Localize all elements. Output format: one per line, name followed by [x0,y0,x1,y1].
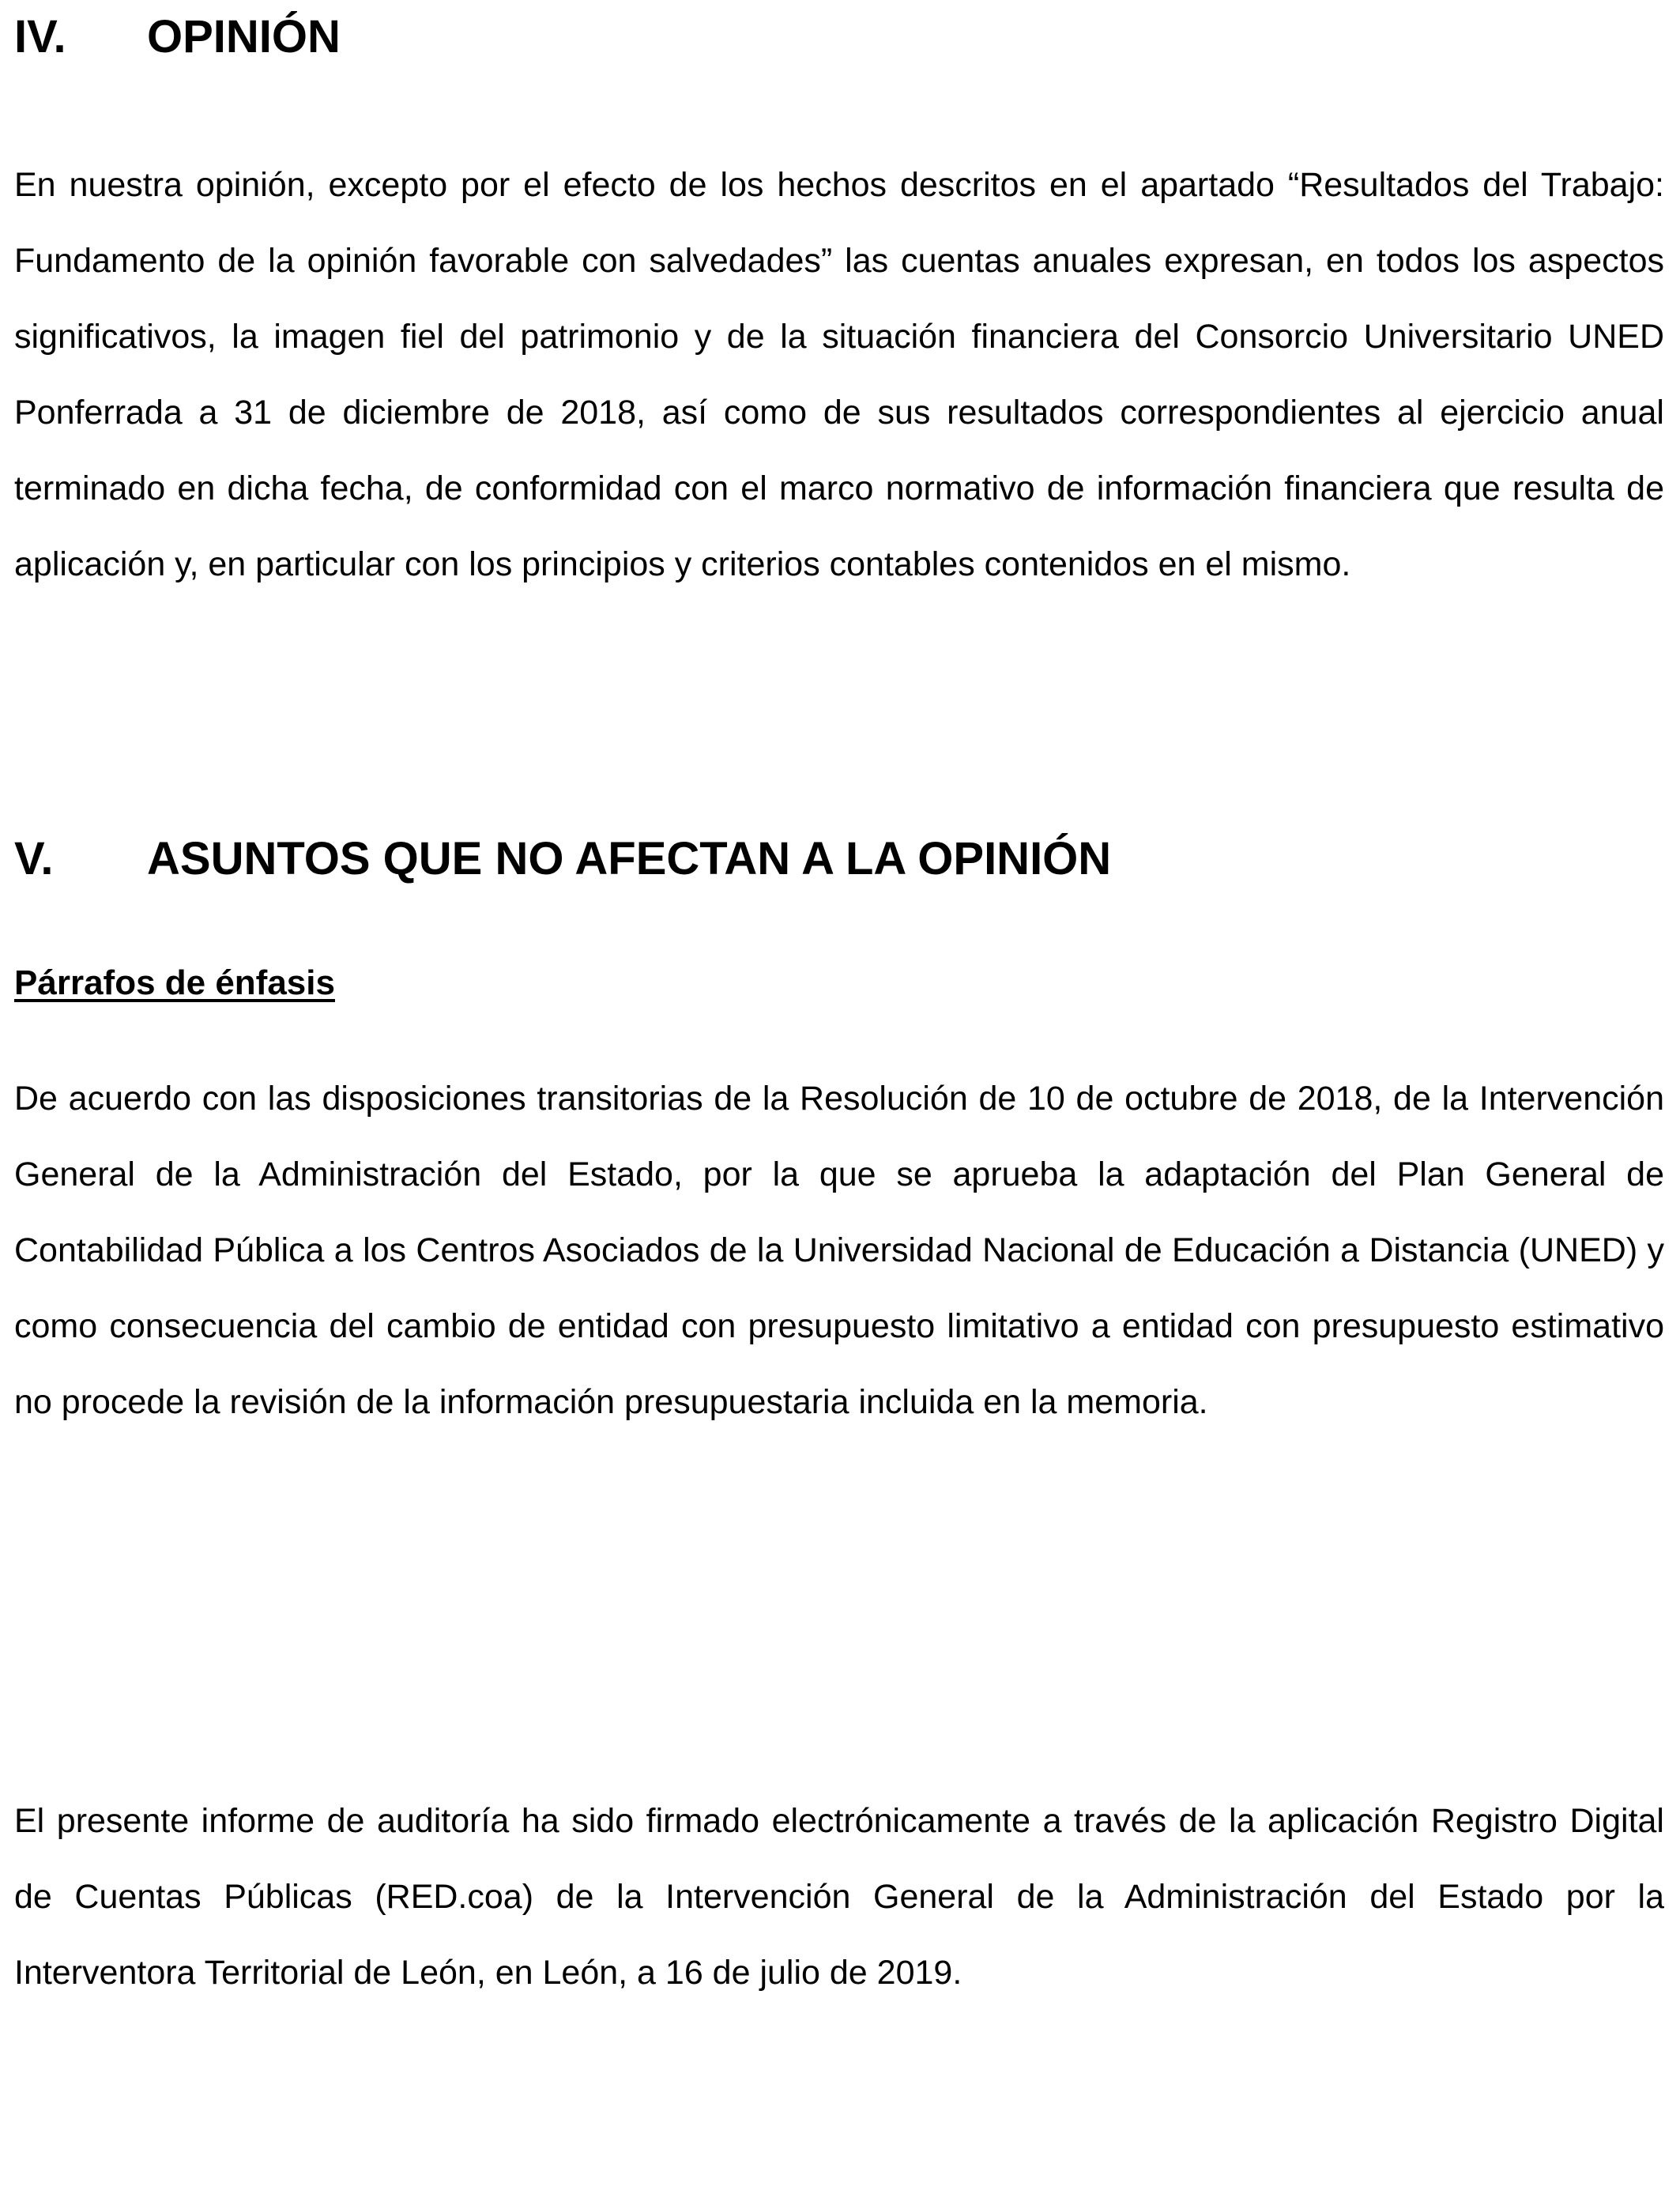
section-title: OPINIÓN [147,11,341,62]
section-number: V. [14,833,54,884]
opinion-paragraph: En nuestra opinión, excepto por el efecto de los hechos descritos en el apartado “Resultados del Trabajo: Fundamento de la opinión favorable con salvedades” las cuentas anuales expresan, en todos los aspectos significativos, la imagen fiel del patrimonio y de la situación financiera del Consorcio Universitario UNED Ponferrada a 31 de diciembre de 2018, así como de sus resultados correspondientes al ejercicio anual terminado en dicha fecha, de conformidad con el marco normativo de información financiera que resulta de aplicación y, en particular con los principios y criterios contables contenidos en el mismo. [14,166,1664,583]
section-heading-asuntos [14,833,1112,884]
section-heading-opinion [14,11,341,62]
emphasis-paragraph: De acuerdo con las disposiciones transitorias de la Resolución de 10 de octubre de 2018, de la Intervención General de la Administración del Estado, por la que se aprueba la adaptación del Plan General de Contabilidad Pública a los Centros Asociados de la Universidad Nacional de Educación a Distancia (UNED) y como consecuencia del cambio de entidad con presupuesto limitativo a entidad con presupuesto estimativo no procede la revisión de la información presupuestaria incluida en la memoria. [14,1080,1664,1421]
section-number: IV. [14,11,66,62]
section-title: ASUNTOS QUE NO AFECTAN A LA OPINIÓN [147,833,1112,884]
emphasis-subheading: Párrafos de énfasis [14,963,335,1002]
signature-statement: El presente informe de auditoría ha sido firmado electrónicamente a través de la aplicación Registro Digital de Cuentas Públicas (RED.coa) de la Intervención General de la Administración del Estado por la Interventora Territorial de León, en León, a 16 de julio de 2019. [14,1802,1664,1992]
